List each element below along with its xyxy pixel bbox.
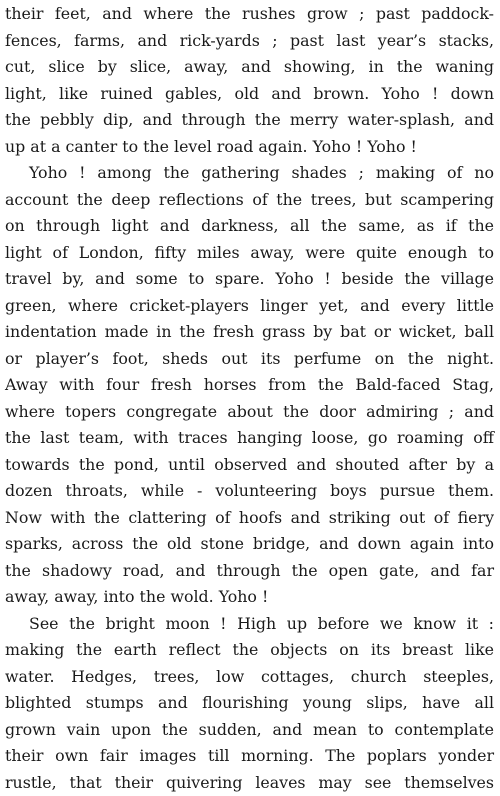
text-line: fences, farms, and rick-yards ; past last year’s stacks, (5, 28, 494, 55)
text-line: on through light and darkness, all the same, as if the (5, 213, 494, 240)
text-line: towards the pond, until observed and shouted after by a (5, 452, 494, 479)
text-line: dozen throats, while - volunteering boys pursue them. (5, 478, 494, 505)
text-line: cut, slice by slice, away, and showing, in the waning (5, 54, 494, 81)
text-line: sparks, across the old stone bridge, and down again into (5, 531, 494, 558)
text-line: light, like ruined gables, old and brown. Yoho ! down (5, 81, 494, 108)
text-line: indentation made in the fresh grass by bat or wicket, ball (5, 319, 494, 346)
text-line: light of London, fifty miles away, were quite enough to (5, 240, 494, 267)
text-line: See the bright moon ! High up before we know it : (5, 611, 494, 638)
text-line: travel by, and some to spare. Yoho ! beside the village (5, 266, 494, 293)
paragraph-2 (5, 160, 494, 611)
text-line: the pebbly dip, and through the merry water-splash, and (5, 107, 494, 134)
text-line: where topers congregate about the door admiring ; and (5, 399, 494, 426)
text-line: up at a canter to the level road again. Yoho ! Yoho ! (5, 134, 494, 161)
text-line: Away with four fresh horses from the Bald-faced Stag, (5, 372, 494, 399)
text-line: the shadowy road, and through the open gate, and far (5, 558, 494, 585)
paragraph-1 (5, 1, 494, 160)
text-line: rustle, that their quivering leaves may see themselves (5, 770, 494, 796)
text-line: Yoho ! among the gathering shades ; making of no (5, 160, 494, 187)
text-line: their feet, and where the rushes grow ; past paddock- (5, 1, 494, 28)
text-line: green, where cricket-players linger yet, and every little (5, 293, 494, 320)
text-line: grown vain upon the sudden, and mean to contemplate (5, 717, 494, 744)
text-line: away, away, into the wold. Yoho ! (5, 584, 494, 611)
text-line: or player’s foot, sheds out its perfume on the night. (5, 346, 494, 373)
text-line: the last team, with traces hanging loose, go roaming off (5, 425, 494, 452)
text-line: account the deep reflections of the trees, but scampering (5, 187, 494, 214)
paragraph-3 (5, 611, 494, 796)
text-line: water. Hedges, trees, low cottages, church steeples, (5, 664, 494, 691)
text-line: blighted stumps and flourishing young slips, have all (5, 690, 494, 717)
text-line: their own fair images till morning. The poplars yonder (5, 743, 494, 770)
text-line: Now with the clattering of hoofs and striking out of fiery (5, 505, 494, 532)
text-line: making the earth reflect the objects on its breast like (5, 637, 494, 664)
